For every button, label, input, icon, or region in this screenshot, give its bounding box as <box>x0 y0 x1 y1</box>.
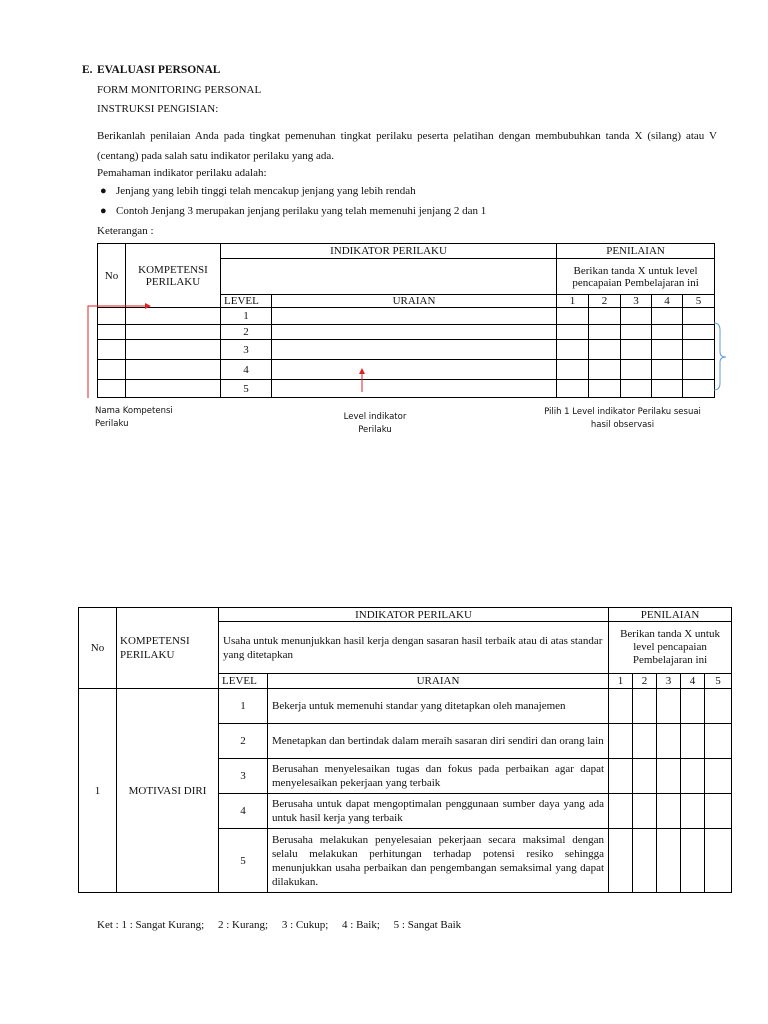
score-header: 4 <box>681 674 705 689</box>
score-cell[interactable] <box>609 794 633 829</box>
score-header: 1 <box>609 674 633 689</box>
bullet-icon: ● <box>100 185 107 197</box>
score-header: 4 <box>652 295 683 308</box>
score-header: 1 <box>557 295 589 308</box>
col-level-header: LEVEL <box>221 295 272 308</box>
score-cell[interactable] <box>657 689 681 724</box>
col-uraian-header: URAIAN <box>268 674 609 689</box>
uraian-cell: Menetapkan dan bertindak dalam meraih sasaran diri sendiri dan orang lain <box>268 724 609 759</box>
table-row <box>79 689 732 724</box>
col-indikator-header: INDIKATOR PERILAKU <box>219 608 609 622</box>
level-cell: 5 <box>219 829 268 893</box>
legend-title: Keterangan : <box>97 225 154 237</box>
row-kompetensi: MOTIVASI DIRI <box>117 689 219 893</box>
score-cell[interactable] <box>633 794 657 829</box>
footer-ket: Ket : 1 : Sangat Kurang; 2 : Kurang; 3 : Cukup; 4 : Baik; 5 : Sangat Baik <box>97 919 462 931</box>
score-header: 5 <box>705 674 732 689</box>
col-kompetensi-header: KOMPETENSI PERILAKU <box>126 244 221 308</box>
main-table <box>78 607 732 893</box>
uraian-cell: Berusaha untuk dapat mengoptimalan penggunaan sumber daya yang ada untuk hasil kerja yang terbaik <box>268 794 609 829</box>
bullet-icon: ● <box>100 205 107 217</box>
score-cell[interactable] <box>681 759 705 794</box>
score-cell[interactable] <box>633 759 657 794</box>
col-kompetensi-header: KOMPETENSI PERILAKU <box>117 608 219 689</box>
score-header: 5 <box>683 295 715 308</box>
col-no-header: No <box>98 244 126 308</box>
section-letter: E. <box>82 64 93 76</box>
score-cell[interactable] <box>657 794 681 829</box>
score-cell[interactable] <box>657 829 681 893</box>
level-cell: 1 <box>219 689 268 724</box>
col-no-header: No <box>79 608 117 689</box>
score-cell[interactable] <box>633 829 657 893</box>
bullet-text: Contoh Jenjang 3 merupakan jenjang perilaku yang telah memenuhi jenjang 2 dan 1 <box>116 205 487 217</box>
penilaian-desc: Berikan tanda X untuk level pencapaian Pembelajaran ini <box>557 259 715 295</box>
score-cell[interactable] <box>681 794 705 829</box>
annotation-pilih: Pilih 1 Level indikator Perilaku sesuai hasil observasi <box>544 407 701 430</box>
instruction-text: Berikanlah penilaian Anda pada tingkat pemenuhan tingkat perilaku peserta pelatihan dengan membubuhkan tanda X (silang) atau V (centang) pada salah satu indikator perilaku yang ada. <box>97 130 717 162</box>
level-cell: 4 <box>219 794 268 829</box>
uraian-cell: Berusahan menyelesaikan tugas dan fokus pada perbaikan agar dapat menyelesaikan pekerjaan yang terbaik <box>268 759 609 794</box>
level-cell: 4 <box>221 360 272 380</box>
score-cell[interactable] <box>657 724 681 759</box>
score-cell[interactable] <box>705 724 732 759</box>
score-cell[interactable] <box>609 724 633 759</box>
level-cell: 5 <box>221 380 272 398</box>
score-cell[interactable] <box>633 689 657 724</box>
score-cell[interactable] <box>681 689 705 724</box>
level-cell: 2 <box>219 724 268 759</box>
score-cell[interactable] <box>609 759 633 794</box>
indikator-desc: Usaha untuk menunjukkan hasil kerja dengan sasaran hasil terbaik atau di atas standar yang ditetapkan <box>219 622 609 674</box>
score-cell[interactable] <box>705 759 732 794</box>
bullet-text: Jenjang yang lebih tinggi telah mencakup jenjang yang lebih rendah <box>116 185 416 197</box>
score-cell[interactable] <box>609 689 633 724</box>
score-cell[interactable] <box>681 724 705 759</box>
level-cell: 3 <box>221 340 272 360</box>
penilaian-desc: Berikan tanda X untuk level pencapaian Pembelajaran ini <box>609 622 732 674</box>
col-indikator-header: INDIKATOR PERILAKU <box>221 244 557 259</box>
instruction-title: INSTRUKSI PENGISIAN: <box>97 103 219 115</box>
form-title: FORM MONITORING PERSONAL <box>97 84 262 96</box>
section-title: EVALUASI PERSONAL <box>97 64 221 76</box>
col-penilaian-header: PENILAIAN <box>609 608 732 622</box>
score-cell[interactable] <box>705 794 732 829</box>
score-cell[interactable] <box>705 689 732 724</box>
uraian-cell: Bekerja untuk memenuhi standar yang ditetapkan oleh manajemen <box>268 689 609 724</box>
score-cell[interactable] <box>609 829 633 893</box>
score-header: 3 <box>657 674 681 689</box>
bracket-icon <box>714 323 726 390</box>
score-cell[interactable] <box>705 829 732 893</box>
col-penilaian-header: PENILAIAN <box>557 244 715 259</box>
row-no: 1 <box>79 689 117 893</box>
uraian-cell: Berusaha melakukan penyelesaian pekerjaan secara maksimal dengan selalu melakukan perhitungan terhadap potensi resiko sehingga menunjukkan usaha perbaikan dan pengembangan semaksimal yang dapat dilakukan. <box>268 829 609 893</box>
score-cell[interactable] <box>633 724 657 759</box>
annotation-level: Level indikator Perilaku <box>343 412 407 435</box>
score-header: 2 <box>589 295 621 308</box>
understanding-title: Pemahaman indikator perilaku adalah: <box>97 167 267 179</box>
score-cell[interactable] <box>681 829 705 893</box>
kompetensi-arrow-icon <box>88 306 150 398</box>
score-cell[interactable] <box>657 759 681 794</box>
level-cell: 1 <box>221 308 272 325</box>
score-header: 2 <box>633 674 657 689</box>
level-cell: 3 <box>219 759 268 794</box>
score-header: 3 <box>621 295 652 308</box>
annotation-overlay <box>0 0 768 450</box>
col-uraian-header: URAIAN <box>272 295 557 308</box>
col-level-header: LEVEL <box>219 674 268 689</box>
annotation-kompetensi: Nama Kompetensi Perilaku <box>95 406 173 429</box>
level-cell: 2 <box>221 325 272 340</box>
